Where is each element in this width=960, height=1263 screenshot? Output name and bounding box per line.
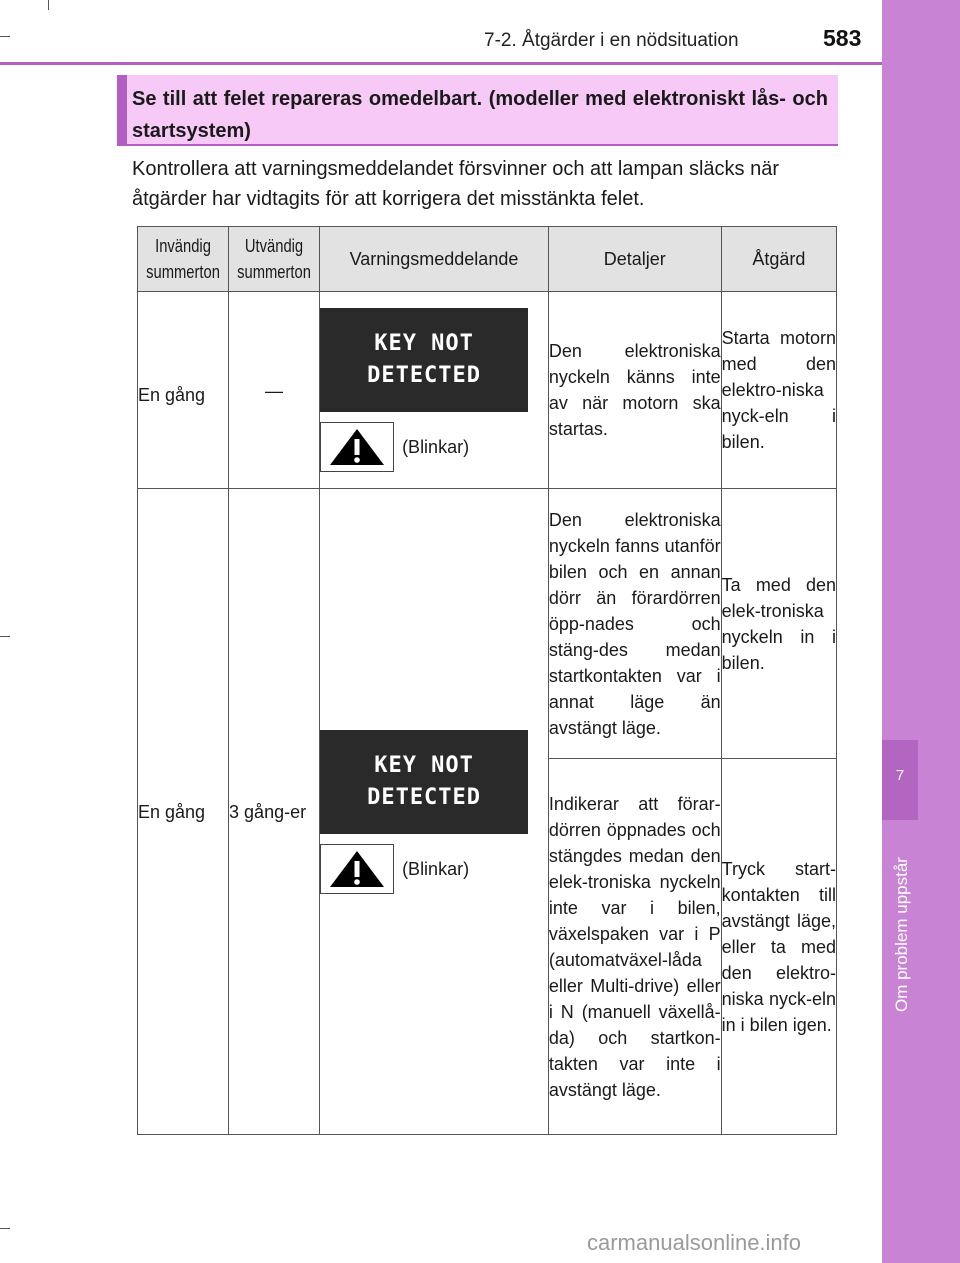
chapter-label: Om problem uppstår: [892, 857, 911, 1012]
key-not-detected-display: KEY NOT DETECTED: [320, 308, 528, 412]
crop-mark: [48, 0, 49, 10]
action-cell: Ta med den elek-troniska nyckeln in i bilen.: [721, 489, 836, 759]
header-details: Detaljer: [548, 227, 721, 292]
warning-lamp-row: [320, 844, 548, 894]
blink-label: (Blinkar): [402, 858, 470, 879]
inside-buzzer-cell: En gång: [138, 489, 229, 1135]
warning-triangle-icon: [320, 844, 394, 894]
outside-buzzer-cell: 3 gång-er: [229, 489, 320, 1135]
warning-table: [137, 226, 837, 1135]
section-title: 7-2. Åtgärder i en nödsituation: [484, 30, 739, 51]
key-not-detected-display: KEY NOT DETECTED: [320, 730, 528, 834]
watermark: carmanualsonline.info: [587, 1230, 802, 1255]
details-cell: Den elektroniska nyckeln känns inte av när motorn ska startas.: [548, 292, 721, 489]
crop-mark: [0, 636, 10, 637]
details-cell: Den elektroniska nyckeln fanns utanför bilen och en annan dörr än förardörren öpp-nades och stäng-des medan startkontakten var i annat läge än avstängt läge.: [548, 489, 721, 759]
warning-lamp-row: [320, 422, 548, 472]
header-message: Varningsmeddelande: [320, 227, 549, 292]
inside-buzzer-cell: En gång: [138, 292, 229, 489]
chapter-side-tab: [882, 0, 960, 1263]
page-number: 583: [823, 25, 862, 51]
table-row: [138, 292, 837, 489]
warning-message-cell: [320, 292, 549, 489]
table-header-row: [138, 227, 837, 292]
warning-triangle-icon: [320, 422, 394, 472]
chapter-number: 7: [895, 767, 905, 784]
outside-buzzer-cell: —: [229, 292, 320, 489]
note-text: Se till att felet repareras omedelbart. (modeller med elektroniskt lås- och startsystem): [132, 88, 828, 142]
blink-label: (Blinkar): [402, 437, 470, 457]
header-rule: [0, 62, 882, 65]
action-cell: Tryck start-kontakten till avstängt läge, eller ta med den elektro-niska nyck-eln in i bilen igen.: [721, 759, 836, 1135]
crop-mark: [0, 36, 10, 37]
crop-mark: [0, 1228, 10, 1229]
table-row: [138, 489, 837, 759]
warning-message-cell: [320, 489, 549, 1135]
action-cell: Starta motorn med den elektro-niska nyck-eln i bilen.: [721, 292, 836, 489]
header-outside-buzzer: Utvändig summerton: [229, 227, 320, 292]
header-action: Åtgärd: [721, 227, 836, 292]
details-cell: Indikerar att förar-dörren öppnades och stängdes medan den elek-troniska nyckeln inte var i bilen, växelspaken var i P (automatväxel-låda eller Multi-drive) eller i N (manuell växellå-da) och startkon-takten var inte i avstängt läge.: [548, 759, 721, 1135]
header-inside-buzzer: Invändig summerton: [138, 227, 229, 292]
intro-paragraph: Kontrollera att varningsmeddelandet försvinner och att lampan släcks när åtgärder har vidtagits för att korrigera det misstänkta felet.: [132, 158, 780, 210]
